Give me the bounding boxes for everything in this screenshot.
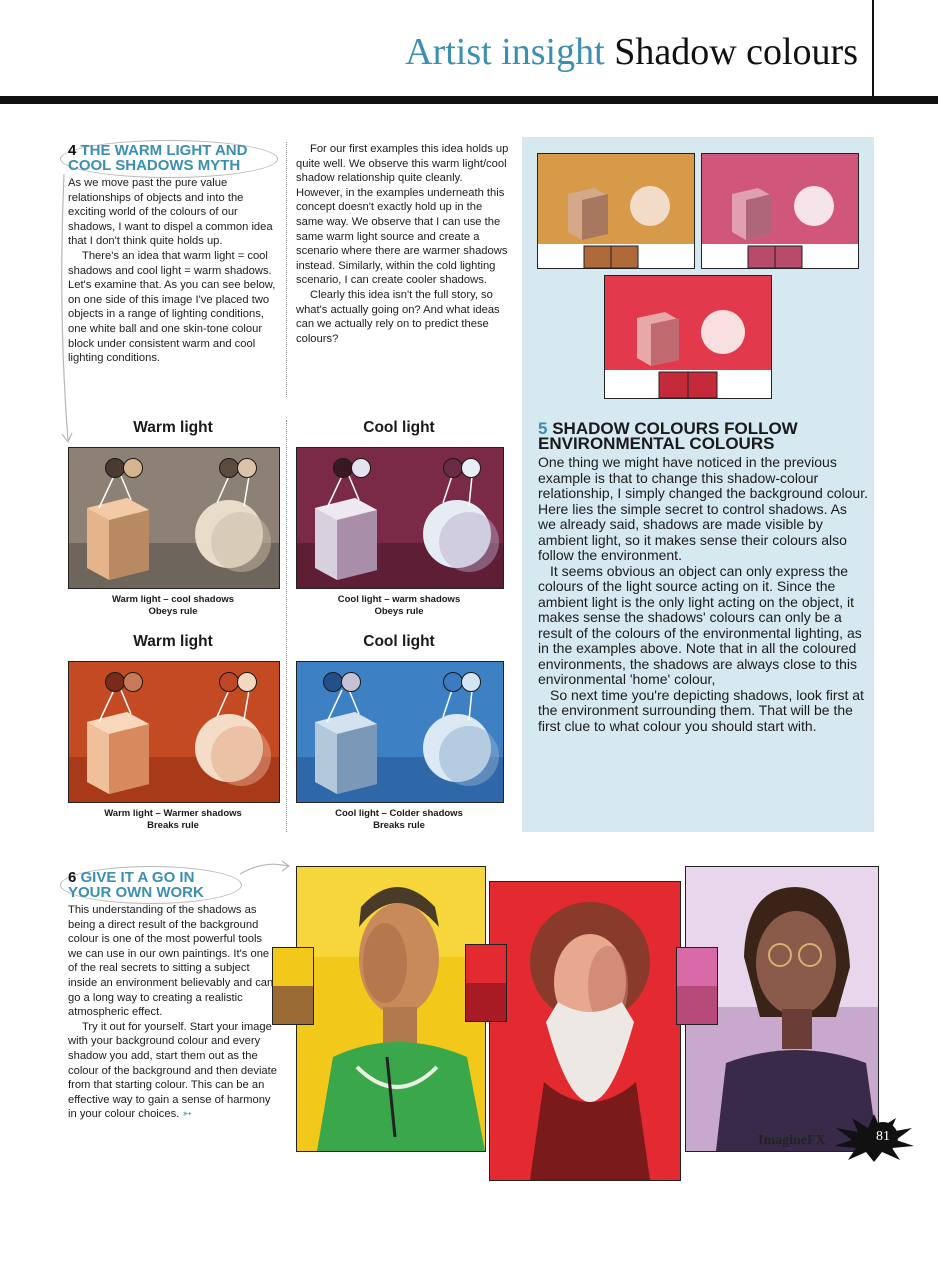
photo-label: Warm light [133,419,213,436]
light-swatch [237,458,257,478]
section6-paragraph-text: Try it out for yourself. Start your image with your background colour and every shadow you add, start them out as the colour of the background and then deviate from that starting colour. This can be an effective way to gain a sense of harmony in your colour choices. [68,1020,277,1121]
photo-cool-light-colder-shadows [296,661,504,803]
shadow-swatch [443,672,463,692]
shadow-swatch [333,458,353,478]
photo-warm-light-cool-shadows [68,447,280,589]
portrait-illustration [297,867,485,1151]
shadow-swatch [443,458,463,478]
page-number: 81 [868,1122,898,1152]
sidebar-photo-orange [537,153,695,269]
section5-paragraph: So next time you're depicting shadows, look first at the environment surrounding them. That will be the first clue to what colour you should start with. [538,686,864,734]
column-divider [286,142,287,397]
section6-heading [68,870,248,900]
section4-heading-line1: THE WARM LIGHT AND [80,142,248,159]
caption-line2: Obeys rule [148,606,198,617]
shadow-swatch [105,458,125,478]
continue-arrow-icon: ➳ [182,1108,192,1121]
section4-col2-paragraph: Clearly this idea isn't the full story, so what's actually going on? And what ideas can we actually rely on to predict these colours? [296,288,500,345]
section4-column1 [68,176,278,366]
photo-grid-divider [286,420,287,832]
photo-cool-light-warm-shadows [296,447,504,589]
photo-illustration [702,154,858,268]
swatch-box-purple [676,947,718,1025]
shadow-swatch [466,983,506,1021]
section4-col1-paragraph: There's an idea that warm light = cool shadows and cool light = warm shadows. Let's examine that. As you can see below, on one side of this image I've placed two objects in a range of lighting conditions, one white ball and one skin-tone colour block under consistent warm and cool lighting conditions. [68,249,276,365]
section4-heading-line2: COOL SHADOWS MYTH [68,157,241,174]
section-label: Artist insight [405,31,605,73]
light-swatch [466,945,506,983]
title-label: Shadow colours [614,31,858,73]
portrait-illustration [490,882,680,1180]
header-divider [872,0,874,98]
caption-line1: Cool light – Colder shadows [335,808,463,819]
photo-illustration [605,276,771,398]
shadow-swatch [273,986,313,1024]
caption-line2: Breaks rule [373,820,425,831]
section5-paragraph: It seems obvious an object can only express the colours of the light source acting on it. Since the ambient light is the only light acting on the object, it makes sense the shadows' colours can only be a result of the colours of the environmental lighting, as in the examples above. Note that in all the coloured environments, the shadows are always close to this environmental 'home' colour, [538,562,862,687]
portrait-red [489,881,681,1181]
section6-text [68,903,278,1122]
section5-heading-line2: ENVIRONMENTAL COLOURS [538,434,775,453]
photo-label: Warm light [133,633,213,650]
light-swatch [123,458,143,478]
section6-heading-line2: YOUR OWN WORK [68,884,204,901]
shadow-swatch [677,986,717,1024]
photo-warm-light-warmer-shadows [68,661,280,803]
portrait-yellow [296,866,486,1152]
photo-label: Cool light [363,419,435,436]
shadow-swatch [219,458,239,478]
section5-paragraph: One thing we might have noticed in the previous example is that to change this shadow-colour relationship, I simply changed the background colour. Here lies the simple secret to control shadows. As we already said, shadows are made visible by ambient light, so it makes sense their colours also follow the environment. [538,454,868,563]
light-swatch [341,672,361,692]
section6-number: 6 [68,869,77,886]
section5-number: 5 [538,419,548,438]
section5-heading [538,421,868,451]
caption-line1: Warm light – Warmer shadows [104,808,242,819]
light-swatch [123,672,143,692]
swatch-box-red [465,944,507,1022]
caption-line1: Cool light – warm shadows [337,594,461,605]
shadow-swatch [105,672,125,692]
shadow-swatch [219,672,239,692]
section4-number: 4 [68,142,77,159]
swatch-box-yellow [272,947,314,1025]
light-swatch [351,458,371,478]
light-swatch [461,672,481,692]
photo-illustration [538,154,694,268]
section5-text [538,455,868,734]
light-swatch [677,948,717,986]
sidebar-photo-pink [701,153,859,269]
caption-line1: Warm light – cool shadows [111,594,235,605]
photo-caption [296,594,502,618]
header-rule [0,96,938,104]
magazine-logo: ImagineFX [758,1133,826,1148]
section5-heading-line1: SHADOW COLOURS FOLLOW [552,419,798,438]
section4-column2 [296,142,510,346]
section6-paragraph: This understanding of the shadows as being a direct result of the background colour is one of the most powerful tools we can use in our own paintings. It's one of the real secrets to sitting a subject inside an environment believably and can go a long way to creating a realistic atmospheric effect. [68,904,274,1019]
section4-col1-paragraph: As we move past the pure value relationships of objects and into the exciting world of the colours of our shadows, I want to dispel a common idea that I don't think quite holds up. [68,177,273,248]
light-swatch [237,672,257,692]
section4-heading [68,143,278,173]
caption-line2: Breaks rule [147,820,199,831]
sidebar-photo-red [604,275,772,399]
section6-paragraph [68,1020,278,1122]
light-swatch [461,458,481,478]
photo-caption [68,594,278,618]
light-swatch [273,948,313,986]
shadow-swatch [323,672,343,692]
photo-label: Cool light [363,633,435,650]
photo-caption [68,808,278,832]
section4-col2-paragraph: For our first examples this idea holds up quite well. We observe this warm light/cool shadow relationship quite cleanly. However, in the examples underneath this concept doesn't exactly hold up in the same way. We observe that I can use the same warm light source and create a scenario where there are warmer shadows instead. Similarly, within the cold lighting scenario, I can create cooler shadows. [296,143,509,287]
photo-caption [296,808,502,832]
section6-heading-line1: GIVE IT A GO IN [80,869,195,886]
page-title [405,30,858,74]
caption-line2: Obeys rule [374,606,424,617]
